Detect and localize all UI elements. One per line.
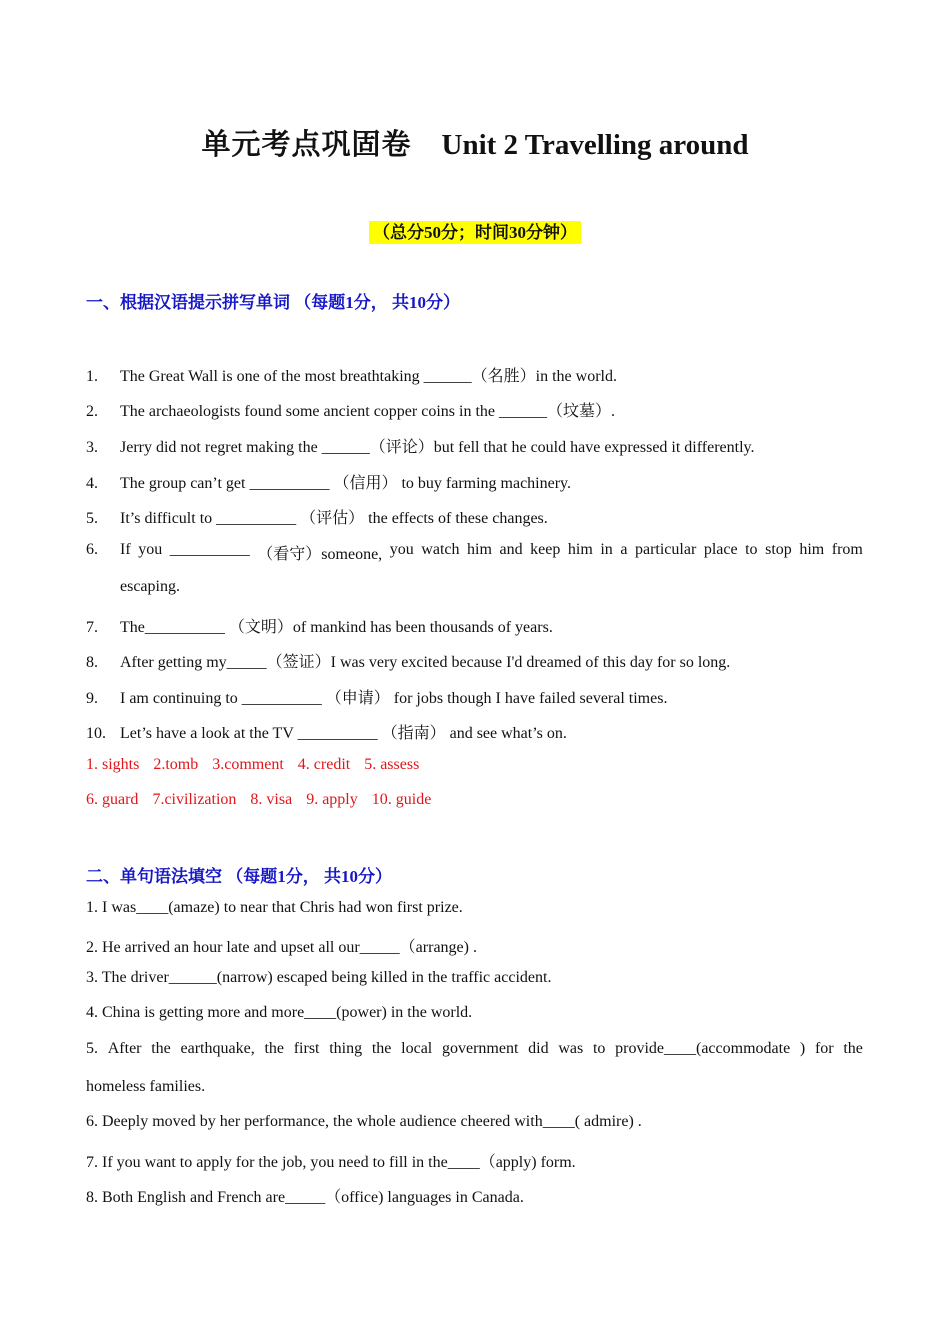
s2-item-5-continuation: homeless families. [86, 1078, 206, 1095]
s2-item-1: 1. I was____(amaze) to near that Chris had won first prize. [86, 899, 463, 916]
s1-item-8: 8. After getting my_____（签证）I was very excited because I'd dreamed of this day for so long. [86, 654, 731, 671]
title-english: Unit 2 Travelling around [441, 129, 749, 161]
s1-answers-row-2: 6. guard 7.civilization 8. visa 9. apply 10. guide [86, 791, 432, 808]
s2-item-5: 5. After the earthquake, the first thing the local government did was to provide____(accommodate ) for the [86, 1040, 863, 1057]
s1-item-5: 5. It’s difficult to __________ （评估） the effects of these changes. [86, 510, 548, 527]
title-chinese: 单元考点巩固卷 [201, 129, 412, 161]
score-time-text: （总分50分；时间30分钟） [369, 221, 581, 244]
s1-item-10: 10. Let’s have a look at the TV __________ （指南） and see what’s on. [86, 725, 567, 742]
s1-item-6-continuation: escaping. [120, 578, 180, 595]
s2-item-3: 3. The driver______(narrow) escaped being killed in the traffic accident. [86, 969, 552, 986]
s2-item-7: 7. If you want to apply for the job, you need to fill in the____（apply) form. [86, 1154, 576, 1171]
section2-heading: 二、单句语法填空 （每题1分， 共10分） [86, 867, 392, 886]
s1-item-9: 9. I am continuing to __________ （申请） for jobs though I have failed several times. [86, 690, 668, 707]
s2-item-8: 8. Both English and French are_____（office) languages in Canada. [86, 1189, 524, 1206]
page-title [0, 122, 950, 163]
s1-item-3: 3. Jerry did not regret making the ______（评论）but fell that he could have expressed it differently. [86, 439, 755, 456]
s1-item-7: 7. The__________ （文明）of mankind has been thousands of years. [86, 619, 553, 636]
s1-item-2: 2. The archaeologists found some ancient copper coins in the ______（坟墓）. [86, 403, 615, 420]
s2-item-2: 2. He arrived an hour late and upset all our_____（arrange) . [86, 939, 477, 956]
s2-item-4: 4. China is getting more and more____(power) in the world. [86, 1004, 473, 1021]
score-time-note [0, 218, 950, 243]
s1-answers-row-1: 1. sights 2.tomb 3.comment 4. credit 5. assess [86, 756, 420, 773]
s2-item-6: 6. Deeply moved by her performance, the whole audience cheered with____( admire) . [86, 1113, 642, 1130]
section1-heading: 一、根据汉语提示拼写单词 （每题1分， 共10分） [86, 293, 460, 312]
s1-item-1: 1. The Great Wall is one of the most breathtaking ______（名胜）in the world. [86, 368, 617, 385]
s1-item-6: 6. If you __________ （看守）someone, you watch him and keep him in a particular place to stop him from [86, 541, 863, 563]
s1-item-4: 4. The group can’t get __________ （信用） to buy farming machinery. [86, 475, 572, 492]
s1-item-6-words: If you __________ （看守）someone, you watch him and keep him in a particular place to stop him from [120, 541, 863, 563]
